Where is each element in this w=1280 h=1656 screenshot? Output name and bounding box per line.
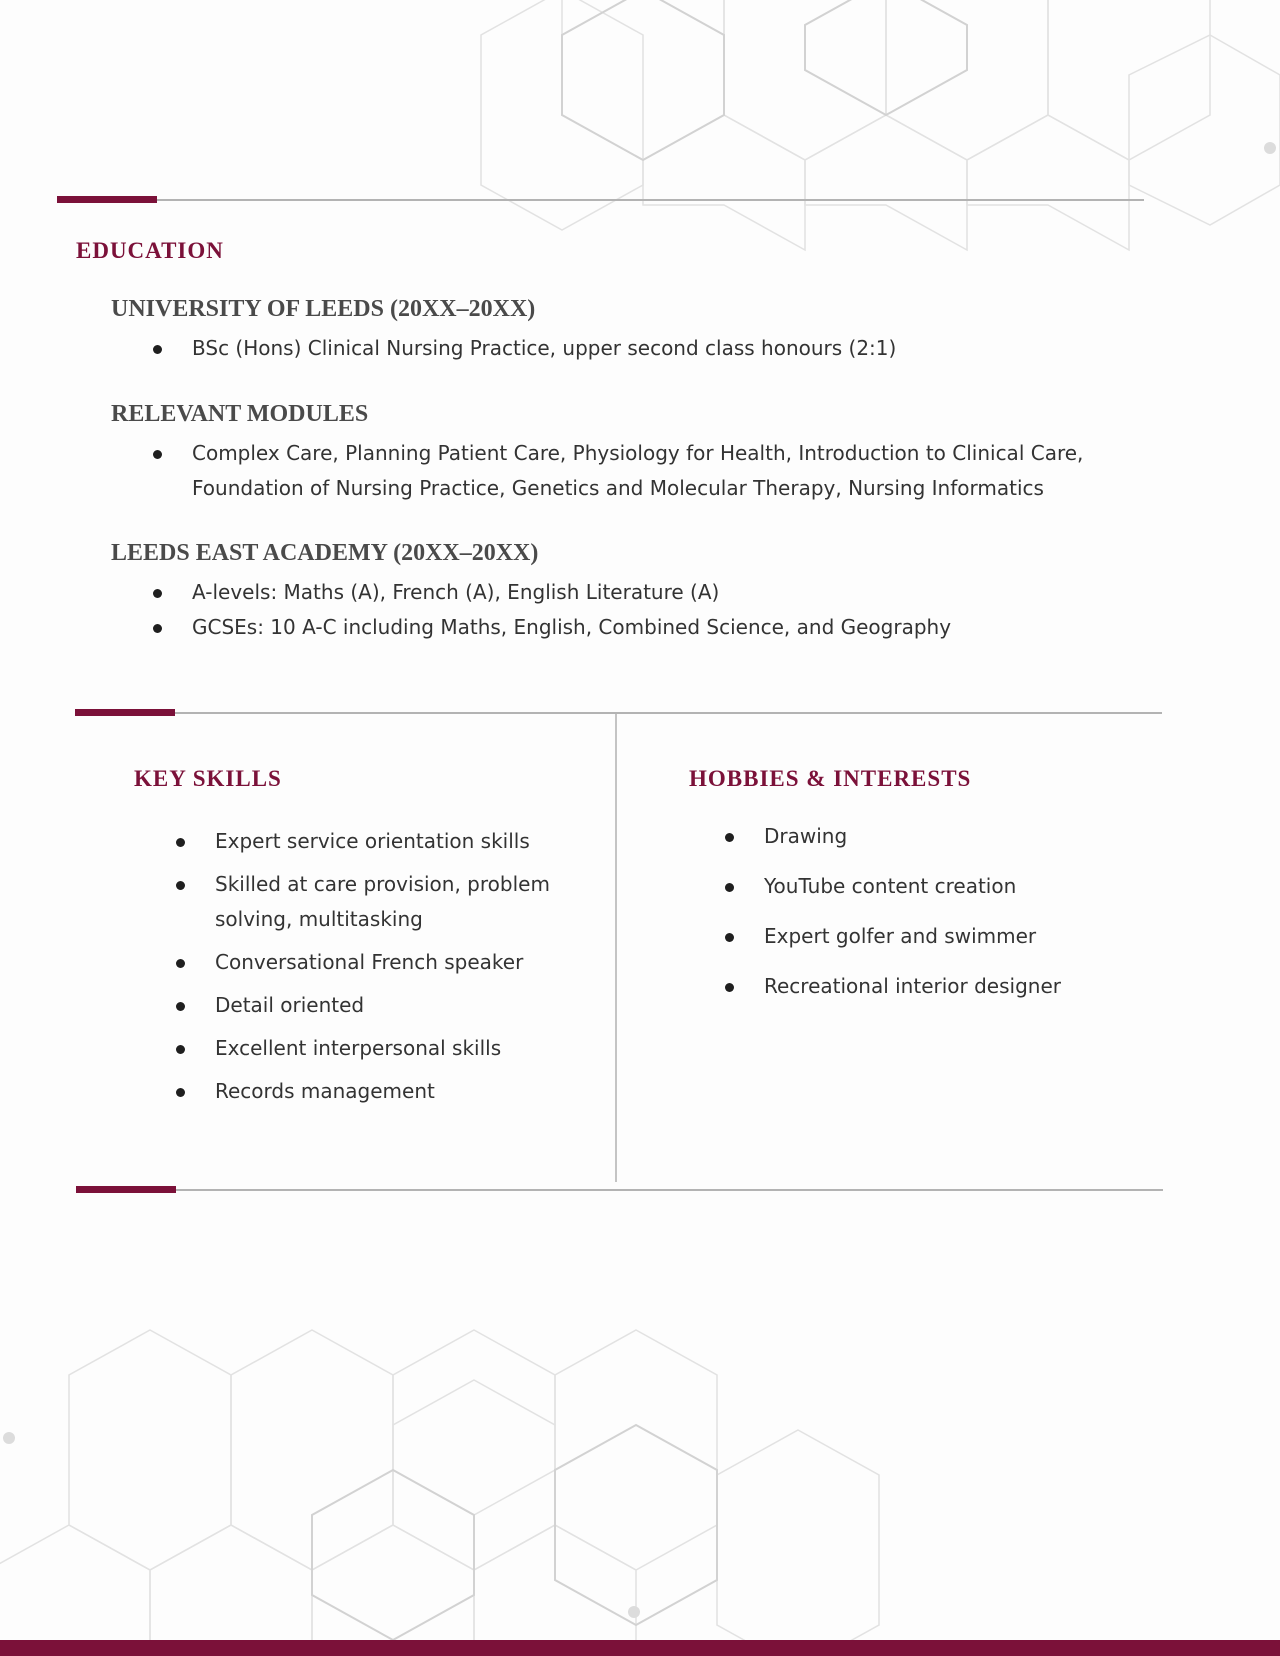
- list-item: GCSEs: 10 A-C including Maths, English, Combined Science, and Geography: [150, 610, 1110, 645]
- list-item: Expert golfer and swimmer: [722, 919, 1222, 954]
- column-divider: [615, 714, 617, 1182]
- divider-accent-bar: [75, 709, 175, 716]
- entry-title: LEEDS EAST ACADEMY (20XX–20XX): [111, 540, 539, 566]
- list-item: Recreational interior designer: [722, 969, 1222, 1004]
- key-skills-heading: KEY SKILLS: [134, 766, 282, 791]
- list-item: Complex Care, Planning Patient Care, Physiology for Health, Introduction to Clinical Care, Foundation of Nursing Practice, Genetics and Molecular Therapy, Nursing Informatics: [150, 436, 1110, 506]
- footer-accent-band: [0, 1640, 1280, 1656]
- list-item: YouTube content creation: [722, 869, 1222, 904]
- middle-section-divider: [75, 712, 1162, 714]
- entry-bullet-list: [150, 436, 1110, 506]
- top-section-divider: [57, 199, 1144, 201]
- entry-title: RELEVANT MODULES: [111, 401, 369, 427]
- list-item: Drawing: [722, 819, 1222, 854]
- entry-bullet-list: [150, 331, 1110, 366]
- key-skills-list: [173, 824, 583, 1117]
- list-item: Excellent interpersonal skills: [173, 1031, 583, 1066]
- list-item: Records management: [173, 1074, 583, 1109]
- list-item: Skilled at care provision, problem solving, multitasking: [173, 867, 583, 937]
- hobbies-heading: HOBBIES & INTERESTS: [689, 766, 972, 791]
- list-item: Expert service orientation skills: [173, 824, 583, 859]
- list-item: Conversational French speaker: [173, 945, 583, 980]
- list-item: A-levels: Maths (A), French (A), English Literature (A): [150, 575, 1110, 610]
- list-item: Detail oriented: [173, 988, 583, 1023]
- education-heading: EDUCATION: [76, 238, 224, 263]
- list-item: BSc (Hons) Clinical Nursing Practice, upper second class honours (2:1): [150, 331, 1110, 366]
- divider-accent-bar: [57, 196, 157, 203]
- hobbies-list: [722, 819, 1222, 1019]
- divider-accent-bar: [76, 1186, 176, 1193]
- entry-title: UNIVERSITY OF LEEDS (20XX–20XX): [111, 296, 536, 322]
- entry-bullet-list: [150, 575, 1110, 645]
- bottom-section-divider: [76, 1189, 1163, 1191]
